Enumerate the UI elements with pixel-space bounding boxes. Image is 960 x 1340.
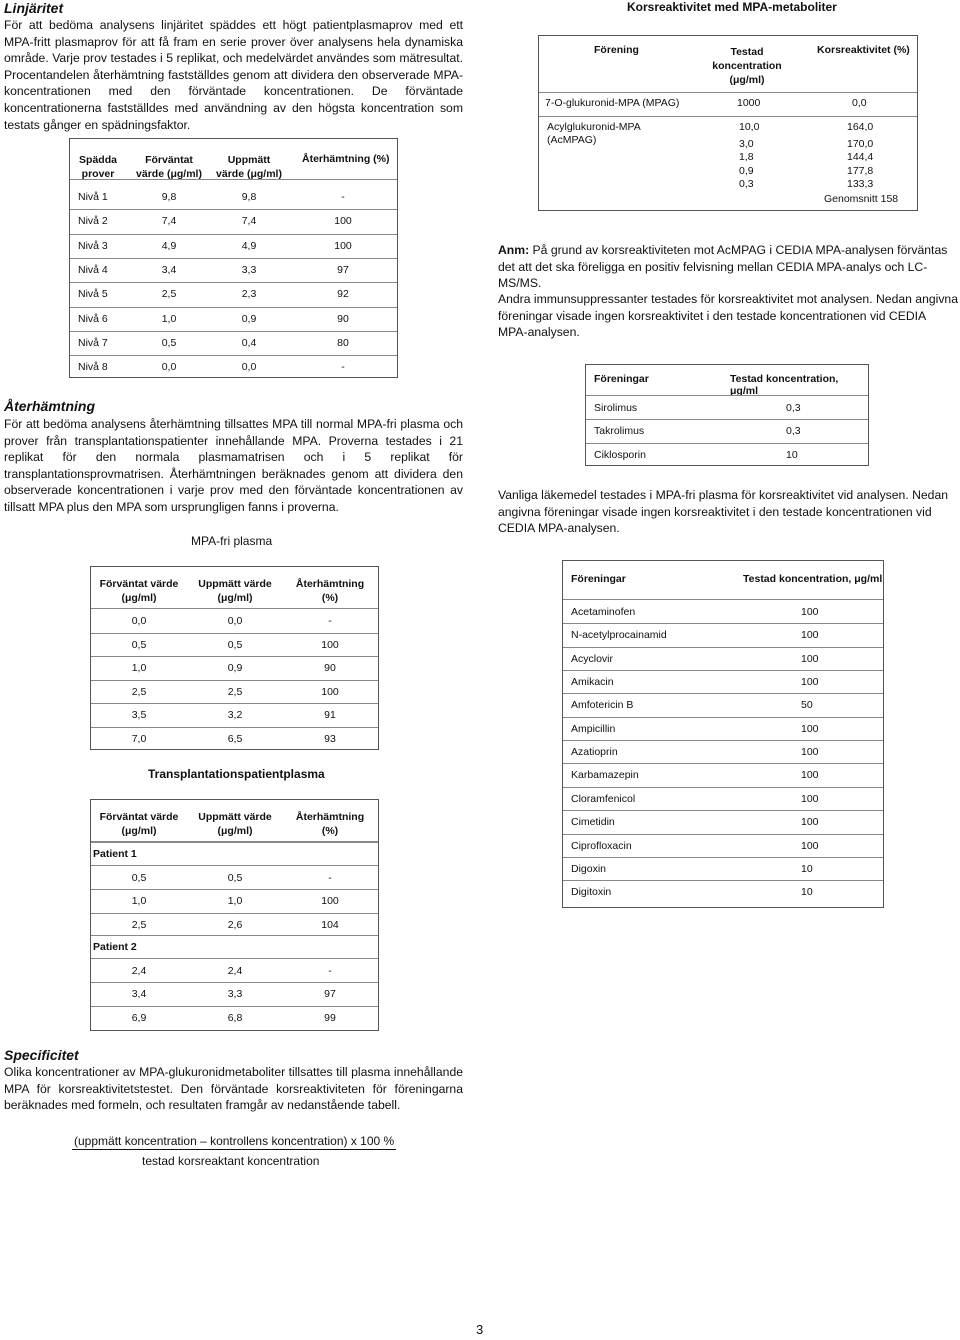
t2-cell: 2,4 [227,965,243,977]
cr-acmpag-cr: 170,0 [847,138,874,150]
linearity-cell: 9,8 [241,191,257,203]
drugs-header-divider [563,599,883,600]
drug-conc: 100 [801,676,819,689]
linearity-row-divider [70,282,397,283]
t2-row-divider [91,889,378,890]
drug-name: N-acetylprocainamid [571,629,667,642]
drugs-row-divider [563,787,883,788]
t1-header-col2: Uppmätt värde (μg/ml) [198,578,272,604]
linearity-row-divider [70,307,397,308]
t2-row-divider [91,982,378,983]
linearity-cell: 7,4 [241,215,257,228]
linearity-cell: 1,0 [161,312,177,325]
drug-name: Digitoxin [571,886,612,899]
mpa-free-table [90,566,379,750]
linearity-cell: 97 [337,263,349,276]
linearity-cell: Nivå 4 [78,263,108,276]
t2-header-col3: Återhämtning (%) [295,811,365,837]
drugs-header-col2: Testad koncentration, μg/ml [743,573,883,585]
immuno-table [585,364,869,466]
t2-cell: 100 [321,895,339,908]
t1-header-col3: Återhämtning (%) [295,578,365,604]
immuno-row-divider [586,443,868,444]
t2-header-col2: Uppmätt värde (μg/ml) [198,811,272,837]
linearity-cell: 4,9 [241,239,257,252]
drug-conc: 10 [801,862,813,875]
linearity-row-divider [70,258,397,259]
t2-row-divider [91,1006,378,1007]
cr-acmpag-cr: 164,0 [847,121,874,133]
t1-cell: 91 [324,709,336,721]
drug-conc: 100 [801,816,819,829]
t2-cell: 0,5 [131,872,147,884]
linearity-cell: - [341,191,345,203]
linearity-header-col3: Uppmätt värde (μg/ml) [216,154,282,180]
immuno-row-divider [586,419,868,420]
linearity-cell: 4,9 [161,239,177,252]
drug-conc: 100 [801,839,819,852]
linearity-heading: Linjäritet [4,0,64,16]
linearity-cell: 80 [337,336,349,349]
linearity-header-col4: Återhämtning (%) [302,153,390,165]
t2-cell: 1,0 [227,895,243,908]
drugs-row-divider [563,880,883,881]
t1-cell: 0,5 [227,638,243,651]
drugs-row-divider [563,623,883,624]
t2-group-divider [91,935,378,936]
linearity-cell: Nivå 6 [78,312,108,325]
drug-conc: 100 [801,722,819,735]
drugs-row-divider [563,763,883,764]
page-number: 3 [476,1322,484,1337]
cr-header-col1: Förening [594,44,639,56]
linearity-cell: 0,0 [161,361,177,374]
t1-cell: 0,0 [227,615,243,627]
t1-row-divider [91,633,378,634]
cr-acmpag-conc: 1,8 [739,151,754,164]
cr-divider-2 [539,116,917,117]
crossreactivity-title: Korsreaktivitet med MPA-metaboliter [627,0,837,14]
t2-group-divider [91,958,378,959]
linearity-header-divider [70,179,397,180]
cr-acmpag-conc: 3,0 [739,138,754,150]
linearity-cell: 0,0 [241,361,257,374]
cr-mpag-cr: 0,0 [852,97,867,109]
t2-cell: 3,4 [131,988,147,1001]
drugs-row-divider [563,740,883,741]
drug-name: Digoxin [571,862,607,875]
drug-conc: 100 [801,629,819,642]
drugs-row-divider [563,693,883,694]
cr-header-col2: Testad koncentration (μg/ml) [712,46,782,86]
t2-cell: 2,4 [131,965,147,977]
formula-numerator: (uppmätt koncentration – kontrollens koncentration) x 100 % [74,1134,395,1148]
linearity-cell: Nivå 5 [78,288,108,301]
linearity-cell: 100 [334,239,352,252]
t2-cell: 6,9 [131,1011,147,1024]
drug-conc: 100 [801,606,819,618]
t2-header-col1: Förväntat värde (μg/ml) [99,811,179,837]
drugs-row-divider [563,670,883,671]
linearity-cell: 2,5 [161,288,177,301]
immuno-header-col1: Föreningar [594,373,649,385]
t1-cell: 7,0 [131,732,147,745]
linearity-cell: 9,8 [161,191,177,203]
linearity-row-divider [70,355,397,356]
drug-name: Acetaminofen [571,606,636,618]
t2-group-divider [91,842,378,843]
t1-row-divider [91,727,378,728]
specificity-paragraph: Olika koncentrationer av MPA-glukuronidmetaboliter tillsattes till plasma innehållande MPA för korsreaktivitetstestet. Den förväntade korsreaktiviteten för föreningarna beräknades med formeln, och resultaten framgår av nedanstående tabell. [4,1065,463,1113]
t1-cell: 3,2 [227,709,243,721]
linearity-cell: 0,5 [161,336,177,349]
cr-acmpag-cr: 177,8 [847,164,874,177]
drug-conc: 100 [801,792,819,805]
t2-cell: 104 [321,918,339,931]
table2-title: Transplantationspatientplasma [148,767,325,781]
cr-header-col3: Korsreaktivitet (%) [817,44,910,56]
note-paragraph: Anm: På grund av korsreaktiviteten mot AcMPAG i CEDIA MPA-analysen förväntas det att det ska föreligga en positiv felvisning mellan CEDIA MPA-analys och LC-MS/MS. [498,243,948,291]
t1-cell: 100 [321,685,339,698]
t1-cell: 1,0 [131,662,147,674]
linearity-cell: Nivå 7 [78,336,108,349]
t2-cell: 2,6 [227,918,243,931]
linearity-cell: Nivå 3 [78,239,108,252]
drug-name: Cloramfenicol [571,792,636,805]
t2-cell: 2,5 [131,918,147,931]
linearity-cell: 90 [337,312,349,325]
t1-cell: - [328,615,332,627]
t1-row-divider [91,680,378,681]
drugs-row-divider [563,647,883,648]
linearity-cell: 92 [337,288,349,301]
t1-cell: 6,5 [227,732,243,745]
t1-cell: 100 [321,638,339,651]
t2-cell: 3,3 [227,988,243,1001]
drug-name: Karbamazepin [571,769,639,782]
linearity-header-col1: Spädda prover [79,154,117,180]
linearity-cell: 7,4 [161,215,177,228]
cr-acmpag-cr: 144,4 [847,151,874,164]
cr-acmpag-conc: 0,9 [739,164,754,177]
immuno-name: Takrolimus [594,425,645,438]
immuno-paragraph: Andra immunsuppressanter testades för korsreaktivitet mot analysen. Nedan angivna föreningar visade ingen korsreaktivitet i den testade koncentrationen vid CEDIA MPA-analysen. [498,292,958,340]
drug-conc: 10 [801,886,813,899]
drugs-table [562,560,884,908]
drug-name: Acyclovir [571,652,614,665]
drug-name: Ciprofloxacin [571,839,632,852]
immuno-conc: 0,3 [786,402,801,414]
table1-title: MPA-fri plasma [191,534,273,548]
drug-conc: 50 [801,699,813,712]
linearity-row-divider [70,209,397,210]
t1-row-divider [91,703,378,704]
linearity-cell: 0,4 [241,336,257,349]
t2-cell: 6,8 [227,1011,243,1024]
drug-name: Ampicillin [571,722,616,735]
linearity-cell: Nivå 2 [78,215,108,228]
t2-cell: 99 [324,1011,336,1024]
drug-conc: 100 [801,746,819,759]
drugs-row-divider [563,717,883,718]
drugs-row-divider [563,834,883,835]
linearity-cell: 100 [334,215,352,228]
linearity-cell: 0,9 [241,312,257,325]
drugs-row-divider [563,857,883,858]
t1-cell: 0,0 [131,615,147,627]
immuno-name: Sirolimus [594,402,638,414]
drug-conc: 100 [801,769,819,782]
linearity-cell: 3,3 [241,263,257,276]
patient2-label: Patient 2 [93,941,137,953]
linearity-cell: Nivå 1 [78,191,108,203]
t1-row-divider [91,656,378,657]
t1-cell: 90 [324,662,336,674]
t1-cell: 0,9 [227,662,243,674]
t1-header-col1: Förväntat värde (μg/ml) [99,578,179,604]
t1-cell: 3,5 [131,709,147,721]
drugs-paragraph: Vanliga läkemedel testades i MPA-fri plasma för korsreaktivitet vid analysen. Nedan angivna föreningar visade ingen korsreaktivitet i den testade koncentrationen vid CEDIA MPA-analysen. [498,488,949,536]
recovery-paragraph: För att bedöma analysens återhämtning tillsattes MPA till normal MPA-fri plasma och prover från transplantationspatienter innehållande MPA. Proverna testades i 21 replikat för den normala plasmamatrisen och i 5 replikat för transplantationsprovmatrisen. Återhämtningen beräknades genom att dividera den observerade koncentrationen i varje prov med den förväntade koncentrationen av tillsatt MPA plus den MPA som ursprungligen fanns i proverna. [4,417,463,514]
linearity-header-col2: Förväntat värde (μg/ml) [136,154,202,180]
linearity-cell: 2,3 [241,288,257,301]
drug-name: Azatioprin [571,746,618,759]
t2-cell: - [328,872,332,884]
cr-mpag-name: 7-O-glukuronid-MPA (MPAG) [545,97,680,109]
drugs-row-divider [563,810,883,811]
t1-cell: 93 [324,732,336,745]
t2-cell: 97 [324,988,336,1001]
drug-name: Cimetidin [571,816,615,829]
linearity-cell: 3,4 [161,263,177,276]
linearity-row-divider [70,234,397,235]
drugs-header-col1: Föreningar [571,573,626,585]
linearity-row-divider [70,331,397,332]
t2-row-divider [91,913,378,914]
immuno-header-divider [586,395,868,396]
cr-acmpag-conc: 0,3 [739,177,754,190]
drug-name: Amfotericin B [571,699,634,712]
recovery-heading: Återhämtning [4,398,95,414]
patient1-label: Patient 1 [93,848,137,860]
linearity-cell: Nivå 8 [78,361,108,374]
t2-cell: 1,0 [131,895,147,908]
cr-mpag-conc: 1000 [737,97,761,109]
immuno-conc: 10 [786,448,798,461]
cr-acmpag-average: Genomsnitt 158 [824,193,899,205]
immuno-conc: 0,3 [786,425,801,438]
cr-acmpag-conc: 10,0 [739,121,760,133]
t1-cell: 0,5 [131,638,147,651]
immuno-header-col2: Testad koncentration, μg/ml [730,373,839,397]
immuno-name: Ciklosporin [594,448,646,461]
drug-name: Amikacin [571,676,614,689]
t2-group-divider [91,865,378,866]
t2-cell: - [328,965,332,977]
linearity-paragraph: För att bedöma analysens linjäritet späddes ett högt patientplasmaprov med ett MPA-fritt plasmaprov för att få fram en serie prover över analysens hela dynamiska område. Varje prov testades i 5 replikat, och medelvärdet användes som mätresultat. Procentandelen återhämtning fastställdes genom att dividera den observerade MPA-koncentrationen med den förväntade koncentrationen. De förväntade koncentrationerna fastställdes med användning av den högsta koncentration som testats gånger en spädningsfaktor. [4,18,463,132]
t1-cell: 2,5 [131,685,147,698]
linearity-table [69,138,398,378]
t2-cell: 0,5 [227,872,243,884]
cr-divider [539,92,917,93]
linearity-cell: - [341,361,345,374]
specificity-heading: Specificitet [4,1047,79,1063]
formula-denominator: testad korsreaktant koncentration [142,1154,320,1168]
crossreactivity-table [538,35,918,211]
drug-conc: 100 [801,652,819,665]
t1-header-divider [91,608,378,609]
transplant-table [90,799,379,1031]
cr-acmpag-cr: 133,3 [847,177,874,190]
t1-cell: 2,5 [227,685,243,698]
cr-acmpag-name: Acylglukuronid-MPA (AcMPAG) [547,121,641,146]
